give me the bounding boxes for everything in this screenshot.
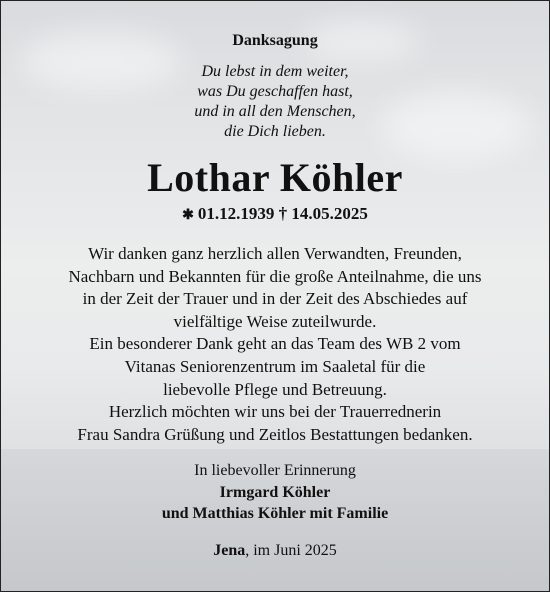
signer-name: und Matthias Köhler mit Familie [161, 505, 389, 522]
place-month: , im Juni 2025 [245, 542, 337, 559]
life-dates [1, 204, 549, 224]
place-city: Jena [213, 542, 246, 559]
thanks-line: Ein besonderer Dank geht an das Team des WB 2 vom [89, 334, 461, 354]
thanks-line: Herzlich möchten wir uns bei der Trauerrednerin [108, 402, 442, 422]
heading: Danksagung [232, 32, 318, 49]
deceased-name: Lothar Köhler [147, 155, 403, 200]
poem-line: und in all den Menschen, [194, 103, 356, 120]
thanks-line: Vitanas Seniorenzentrum im Saaletal für die [124, 356, 426, 376]
thanks-line: liebevolle Pflege und Betreuung. [163, 379, 387, 399]
place-date [1, 542, 549, 560]
poem [1, 62, 549, 142]
poem-line: Du lebst in dem weiter, [201, 63, 349, 80]
death-date: 14.05.2025 [291, 204, 368, 223]
closing-signature [1, 460, 549, 525]
death-symbol: † [278, 204, 288, 223]
thanks-line: Nachbarn und Bekannten für die große Anteilnahme, die uns [68, 266, 482, 286]
thanks-line: in der Zeit der Trauer und in der Zeit des Abschiedes auf [82, 289, 468, 309]
poem-line: was Du geschaffen hast, [197, 83, 353, 100]
signer-name: Irmgard Köhler [219, 483, 331, 501]
thanks-line: vielfältige Weise zuteilwurde. [173, 311, 377, 331]
birth-date: 01.12.1939 [197, 204, 275, 223]
thanks-line: Wir danken ganz herzlich allen Verwandten, Freunden, [88, 244, 462, 263]
poem-line: die Dich lieben. [224, 123, 326, 140]
thanks-text [11, 243, 539, 446]
closing-intro: In liebevoller Erinnerung [194, 462, 356, 479]
birth-symbol: ✱ [182, 208, 194, 223]
thanks-line: Frau Sandra Grüßung und Zeitlos Bestattungen bedanken. [77, 424, 473, 444]
